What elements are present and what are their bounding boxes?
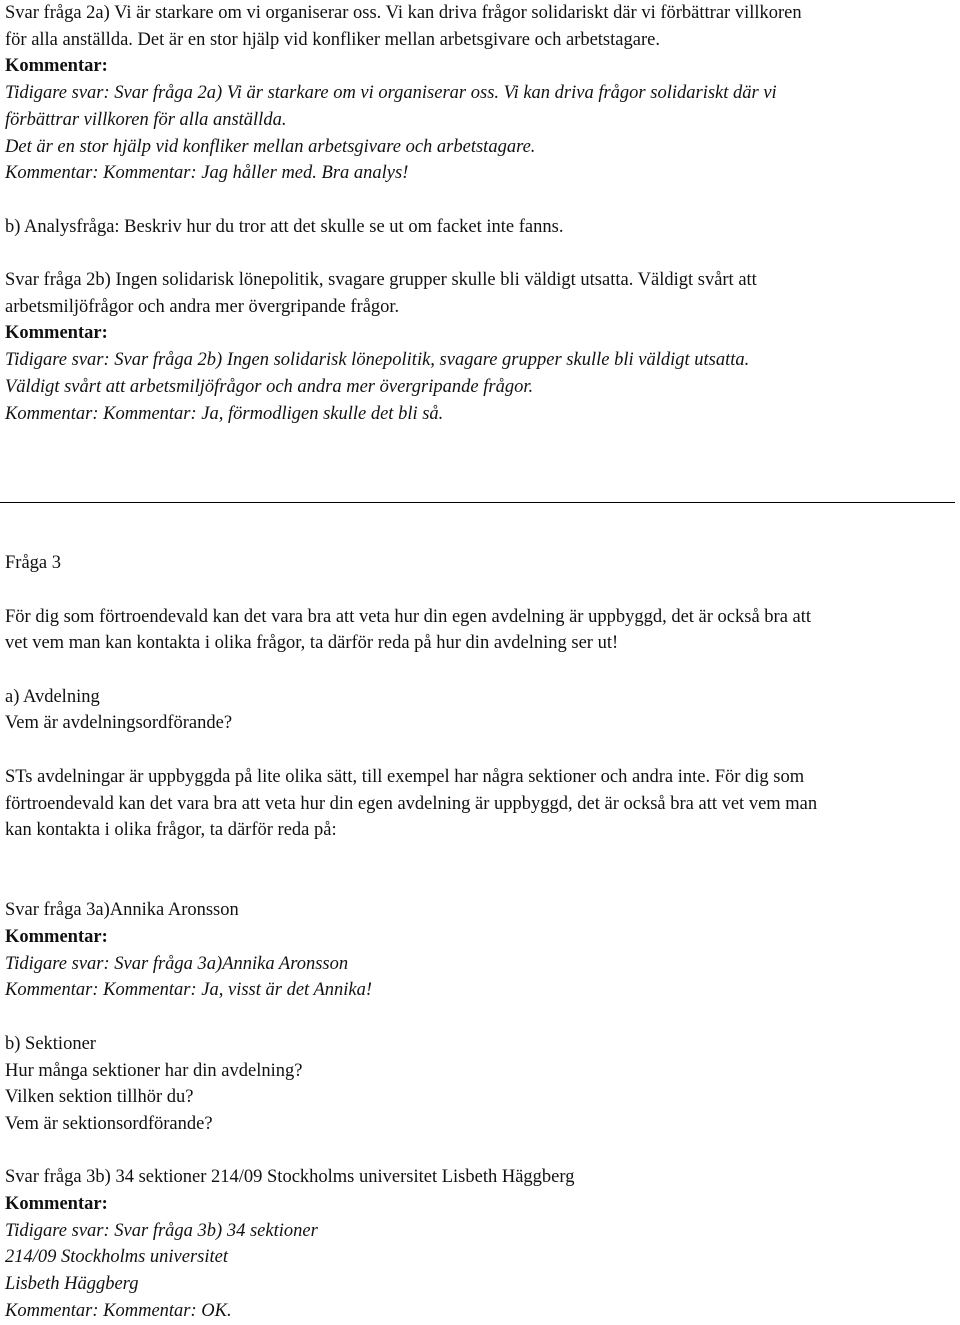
previous-answer-3b-line-2: 214/09 Stockholms universitet — [5, 1247, 228, 1268]
spacer — [5, 737, 955, 764]
question-3-section — [5, 550, 955, 1324]
document-page — [5, 0, 955, 1325]
previous-answer-2a-line-3: Det är en stor hjälp vid konfliker mellan arbetsgivare och arbetstagare. — [5, 136, 536, 157]
question-3-heading: Fråga 3 — [5, 553, 61, 574]
answer-2a-line-2: för alla anställda. Det är en stor hjälp vid konfliker mellan arbetsgivare och arbetstagare. — [5, 29, 660, 50]
comment-label: Kommentar: — [5, 1194, 108, 1214]
spacer — [5, 657, 955, 684]
answer-2a-section — [5, 0, 955, 187]
question-3-intro-line-1: För dig som förtroendevald kan det vara bra att veta hur din egen avdelning är uppbyggd, det är också bra att — [5, 606, 812, 627]
previous-answer-2a-line-1: Tidigare svar: Svar fråga 2a) Vi är starkare om vi organiserar oss. Vi kan driva frågor solidariskt där vi — [5, 83, 777, 104]
comment-2a: Kommentar: Kommentar: Jag håller med. Bra analys! — [5, 163, 409, 184]
question-3-info-line-1: STs avdelningar är uppbyggda på lite olika sätt, till exempel har några sektioner och andra inte. För dig som — [5, 766, 805, 787]
comment-label: Kommentar: — [5, 927, 108, 947]
spacer — [5, 1138, 955, 1165]
comment-2b: Kommentar: Kommentar: Ja, förmodligen skulle det bli så. — [5, 403, 444, 424]
spacer — [5, 187, 955, 214]
spacer — [5, 427, 955, 502]
question-3b-text-3: Vem är sektionsordförande? — [5, 1113, 213, 1134]
previous-answer-3b-line-3: Lisbeth Häggberg — [5, 1274, 139, 1295]
answer-2a-line-1: Svar fråga 2a) Vi är starkare om vi organiserar oss. Vi kan driva frågor solidariskt där vi förbättrar villkoren — [5, 3, 802, 23]
question-3b-title: b) Sektioner — [5, 1033, 96, 1054]
comment-3b: Kommentar: Kommentar: OK. — [5, 1300, 232, 1321]
question-3a-title: a) Avdelning — [5, 686, 100, 707]
answer-3a: Svar fråga 3a)Annika Aronsson — [5, 900, 239, 921]
comment-label: Kommentar: — [5, 56, 108, 77]
spacer — [5, 844, 955, 897]
previous-answer-2b-line-1: Tidigare svar: Svar fråga 2b) Ingen solidarisk lönepolitik, svagare grupper skulle bli väldigt utsatta. — [5, 350, 750, 371]
comment-3a: Kommentar: Kommentar: Ja, visst är det Annika! — [5, 980, 373, 1001]
section-divider — [0, 502, 955, 503]
question-3-info-line-2: förtroendevald kan det vara bra att veta hur din egen avdelning är uppbyggd, det är också bra att vet vem man — [5, 793, 818, 814]
spacer — [5, 1004, 955, 1031]
question-2b: b) Analysfråga: Beskriv hur du tror att det skulle se ut om facket inte fanns. — [5, 216, 564, 237]
question-2b-section — [5, 214, 955, 428]
spacer — [5, 503, 955, 550]
question-3b-text-2: Vilken sektion tillhör du? — [5, 1087, 194, 1108]
answer-3b: Svar fråga 3b) 34 sektioner 214/09 Stockholms universitet Lisbeth Häggberg — [5, 1167, 575, 1188]
question-3b-text-1: Hur många sektioner har din avdelning? — [5, 1060, 303, 1081]
previous-answer-3b-line-1: Tidigare svar: Svar fråga 3b) 34 sektioner — [5, 1220, 318, 1241]
spacer — [5, 577, 955, 604]
question-3a-text: Vem är avdelningsordförande? — [5, 713, 233, 734]
previous-answer-2b-line-2: Väldigt svårt att arbetsmiljöfrågor och andra mer övergripande frågor. — [5, 376, 534, 397]
answer-2b-line-2: arbetsmiljöfrågor och andra mer övergripande frågor. — [5, 296, 400, 317]
question-3-intro-line-2: vet vem man kan kontakta i olika frågor, ta därför reda på hur din avdelning ser ut! — [5, 633, 619, 654]
question-3-info-line-3: kan kontakta i olika frågor, ta därför reda på: — [5, 820, 337, 841]
previous-answer-3a: Tidigare svar: Svar fråga 3a)Annika Aronsson — [5, 953, 349, 974]
comment-label: Kommentar: — [5, 323, 108, 344]
spacer — [5, 240, 955, 267]
previous-answer-2a-line-2: förbättrar villkoren för alla anställda. — [5, 109, 287, 130]
answer-2b-line-1: Svar fråga 2b) Ingen solidarisk lönepolitik, svagare grupper skulle bli väldigt utsatta. Väldigt svårt att — [5, 270, 757, 290]
